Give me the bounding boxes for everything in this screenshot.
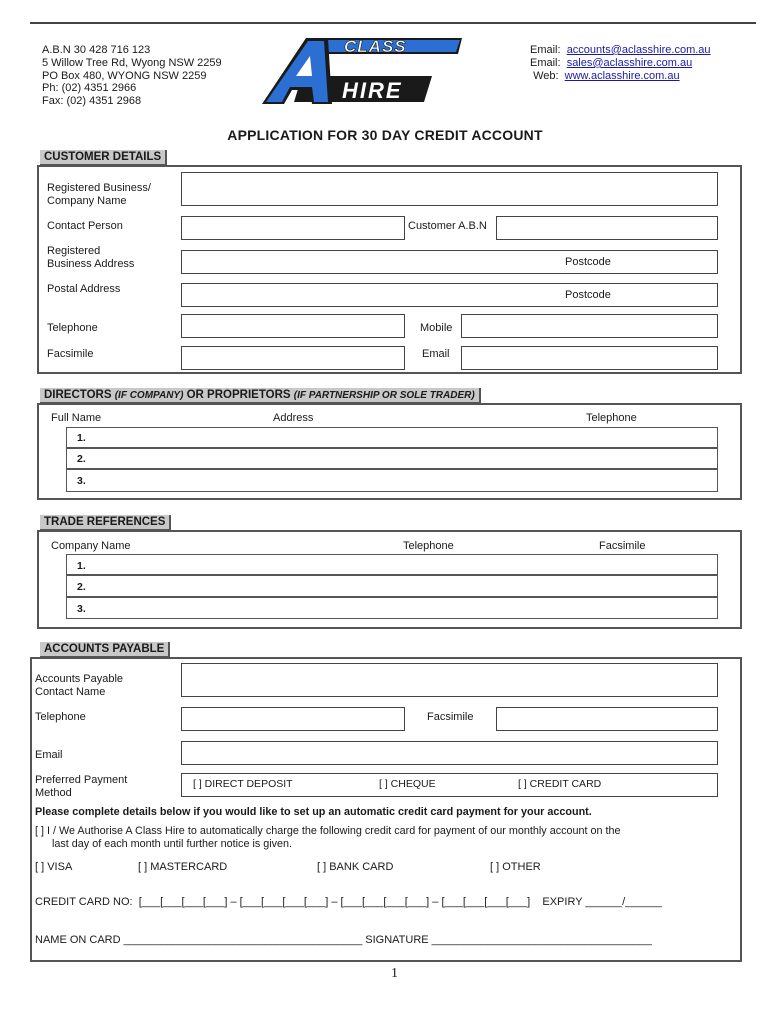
trade-col-fax: Facsimile [599, 540, 646, 552]
label-postcode-postal: Postcode [565, 289, 611, 301]
label-ap-contact: Accounts Payable Contact Name [35, 673, 124, 698]
trade-col-telephone: Telephone [403, 540, 454, 552]
directors-col-address: Address [273, 412, 314, 424]
ap-email-field[interactable] [181, 741, 718, 765]
directors-heading-a: DIRECTORS [44, 389, 115, 401]
director-row-1[interactable] [66, 427, 718, 448]
directors-heading-c: OR PROPRIETORS [183, 389, 294, 401]
facsimile-field[interactable] [181, 346, 405, 370]
card-option-mastercard[interactable]: [ ] MASTERCARD [138, 861, 228, 873]
label-registered-address: Registered Business Address [47, 245, 135, 270]
label-ap-telephone: Telephone [35, 711, 86, 723]
company-contact [530, 44, 711, 82]
label-business-name: Registered Business/ Company Name [47, 182, 151, 207]
form-title: APPLICATION FOR 30 DAY CREDIT ACCOUNT [227, 127, 543, 143]
section-directors [40, 388, 481, 404]
authorise-text-line1[interactable]: [ ] I / We Authorise A Class Hire to automatically charge the following credit card for payment of our monthly account on the [35, 825, 621, 837]
label-postcode-registered: Postcode [565, 256, 611, 268]
card-option-visa[interactable]: [ ] VISA [35, 861, 73, 873]
email-link-accounts[interactable]: accounts@aclasshire.com.au [566, 44, 711, 56]
ap-telephone-field[interactable] [181, 707, 405, 731]
label-postal-address: Postal Address [47, 283, 121, 295]
section-accounts-payable: ACCOUNTS PAYABLE [40, 642, 170, 658]
trade-col-company: Company Name [51, 540, 131, 552]
auto-payment-note: Please complete details below if you would like to set up an automatic credit card payment for your account. [35, 806, 592, 818]
web-link[interactable]: www.aclasshire.com.au [564, 69, 680, 82]
web-label: Web: [533, 69, 559, 82]
company-info [42, 44, 222, 108]
label-facsimile: Facsimile [47, 348, 94, 360]
ap-facsimile-field[interactable] [496, 707, 718, 731]
label-mobile: Mobile [420, 322, 453, 334]
aclass-hire-logo [262, 34, 464, 106]
row-number: 2. [77, 453, 86, 465]
customer-abn-field[interactable] [496, 216, 718, 240]
page-number: 1 [391, 966, 398, 981]
authorise-text-line2: last day of each month until further notice is given. [52, 838, 293, 850]
company-address-street: 5 Willow Tree Rd, Wyong NSW 2259 [42, 56, 222, 69]
postal-address-field[interactable] [181, 283, 718, 307]
label-payment-method: Preferred Payment Method [35, 774, 128, 799]
credit-card-number-line[interactable]: CREDIT CARD NO: [___[___[___[___] – [___[___[___[___] – [___[___[___[___] – [___[___[___[___] EXPIRY ______/______ [35, 896, 662, 908]
label-telephone: Telephone [47, 322, 98, 334]
top-rule [30, 22, 756, 24]
name-signature-line[interactable]: NAME ON CARD _______________________________________ SIGNATURE ____________________________________ [35, 934, 652, 946]
email-label-sales: Email: [530, 56, 561, 69]
label-ap-facsimile: Facsimile [427, 711, 474, 723]
label-ap-email: Email [35, 749, 63, 761]
business-name-field[interactable] [181, 172, 718, 206]
label-email: Email [422, 348, 450, 360]
section-customer-details: CUSTOMER DETAILS [40, 150, 167, 166]
trade-row-1[interactable] [66, 554, 718, 575]
logo-text-class: CLASS [344, 37, 407, 56]
email-field[interactable] [461, 346, 718, 370]
directors-heading-b: (IF COMPANY) [114, 390, 184, 401]
label-customer-abn: Customer A.B.N [408, 220, 487, 232]
row-number: 3. [77, 475, 86, 487]
option-cheque[interactable]: [ ] CHEQUE [379, 778, 436, 790]
card-option-other[interactable]: [ ] OTHER [490, 861, 541, 873]
company-abn: A.B.N 30 428 716 123 [42, 44, 151, 56]
ap-contact-field[interactable] [181, 663, 718, 697]
directors-col-name: Full Name [51, 412, 102, 424]
company-fax: Fax: (02) 4351 2968 [42, 95, 142, 108]
row-number: 1. [77, 560, 86, 572]
registered-address-field[interactable] [181, 250, 718, 274]
logo-text-hire: HIRE [342, 78, 403, 103]
trade-row-3[interactable] [66, 597, 718, 619]
mobile-field[interactable] [461, 314, 718, 338]
row-number: 3. [77, 603, 86, 615]
row-number: 1. [77, 432, 86, 444]
trade-row-2[interactable] [66, 575, 718, 597]
contact-person-field[interactable] [181, 216, 405, 240]
card-option-bankcard[interactable]: [ ] BANK CARD [317, 861, 394, 873]
email-label-accounts: Email: [530, 44, 561, 56]
company-phone: Ph: (02) 4351 2966 [42, 82, 137, 95]
director-row-3[interactable] [66, 469, 718, 492]
row-number: 2. [77, 581, 86, 593]
directors-col-telephone: Telephone [586, 412, 637, 424]
directors-heading-d: (IF PARTNERSHIP OR SOLE TRADER) [293, 390, 475, 401]
section-trade-references: TRADE REFERENCES [40, 515, 171, 531]
company-address-po: PO Box 480, WYONG NSW 2259 [42, 69, 207, 82]
director-row-2[interactable] [66, 448, 718, 469]
option-direct-deposit[interactable]: [ ] DIRECT DEPOSIT [193, 778, 293, 790]
email-link-sales[interactable]: sales@aclasshire.com.au [566, 56, 693, 69]
label-contact-person: Contact Person [47, 220, 123, 232]
option-credit-card[interactable]: [ ] CREDIT CARD [518, 778, 602, 790]
telephone-field[interactable] [181, 314, 405, 338]
